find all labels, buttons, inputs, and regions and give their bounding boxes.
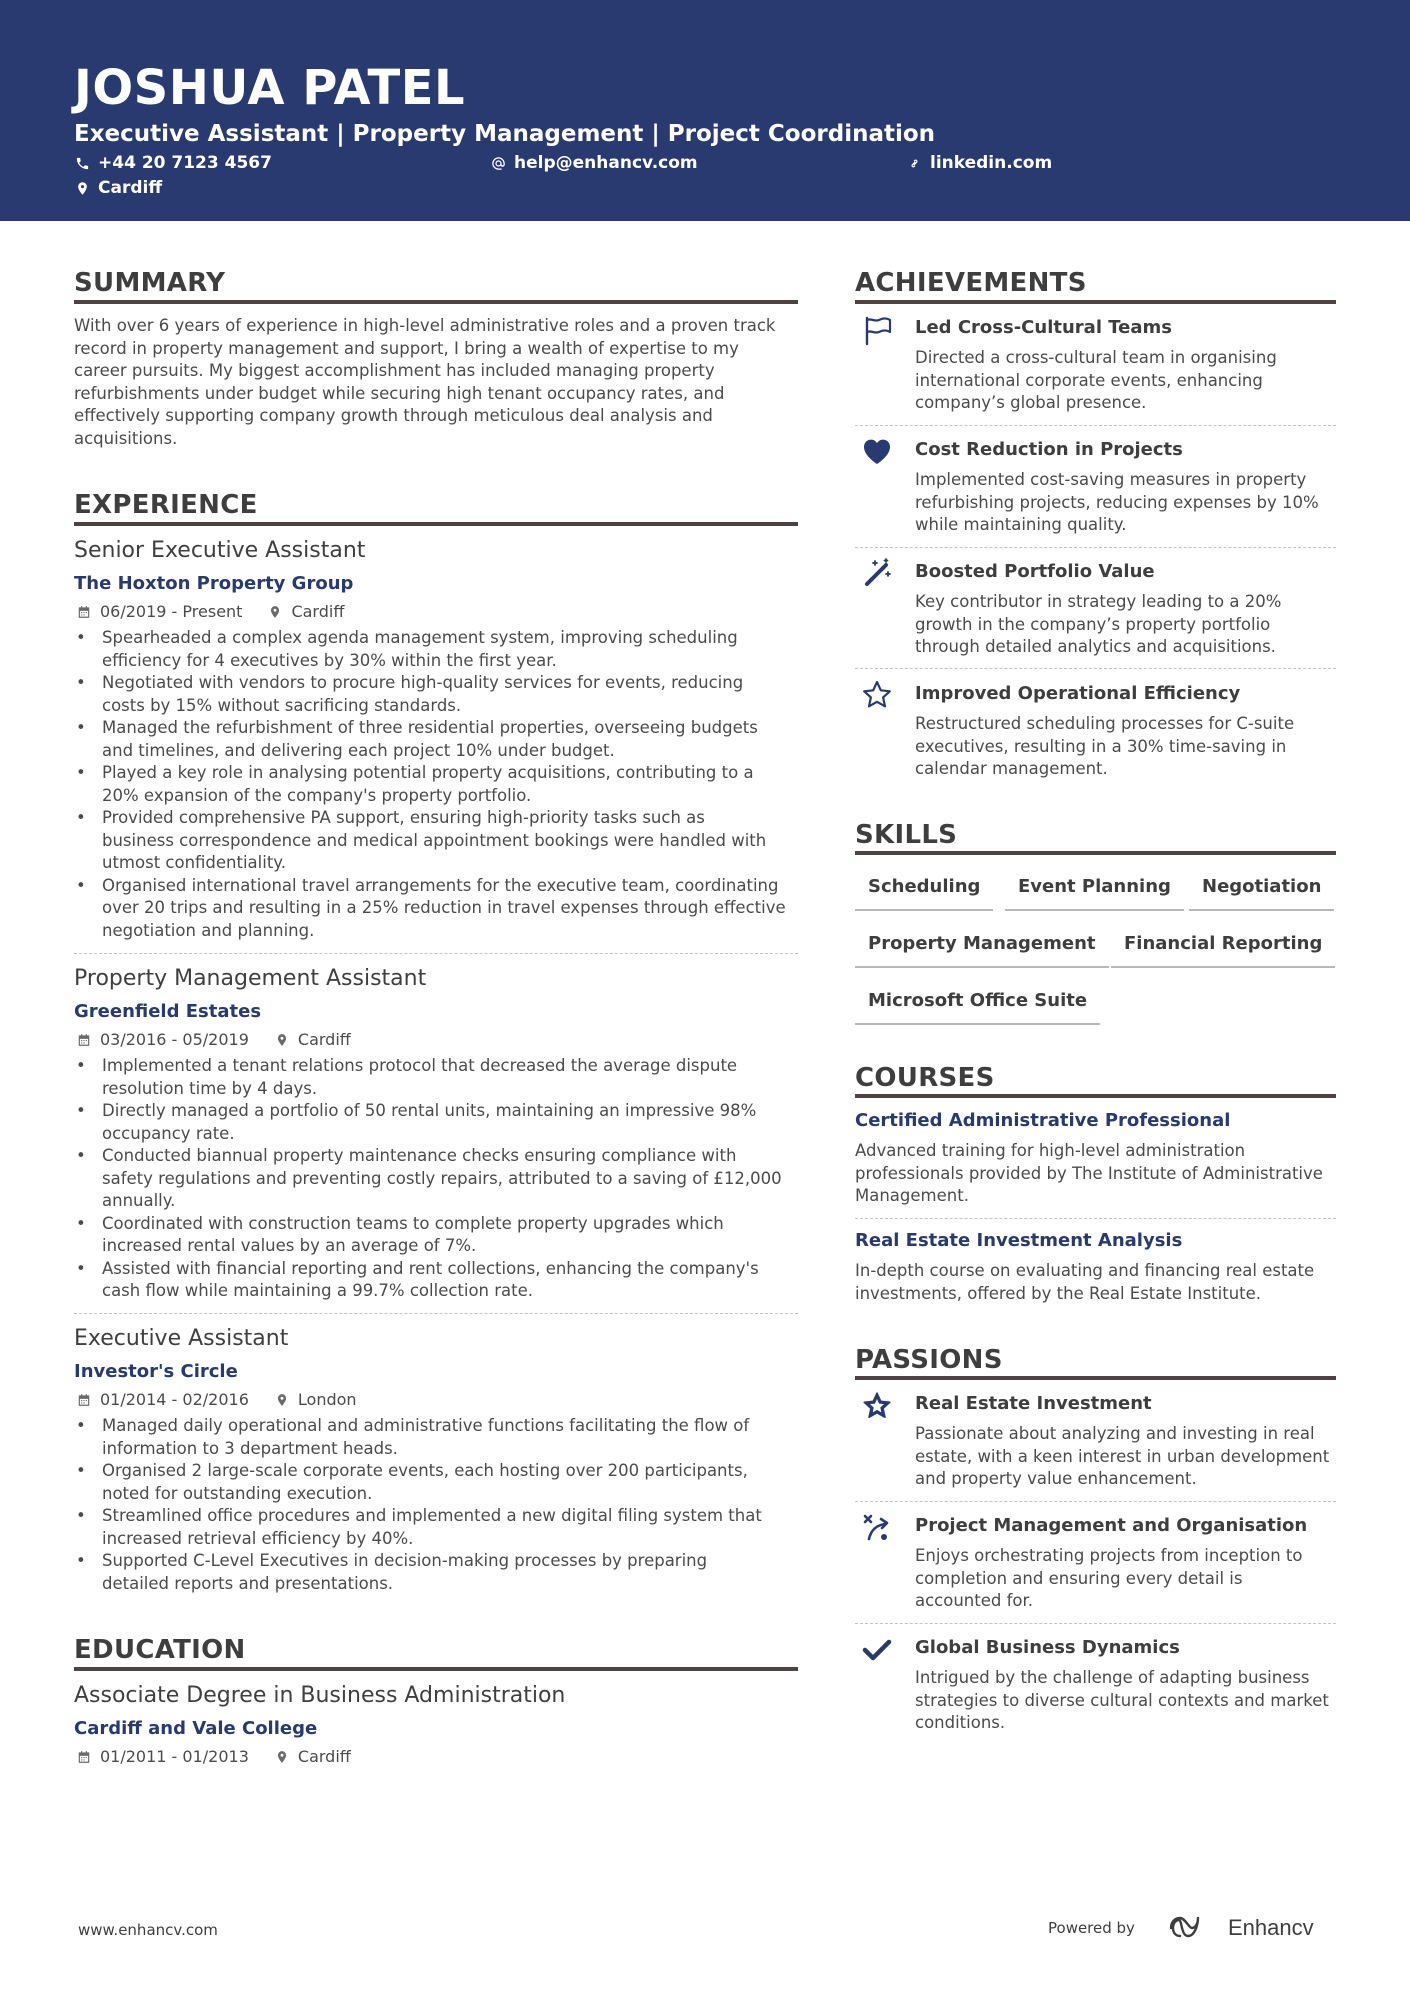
course-title: Certified Administrative Professional	[855, 1110, 1231, 1131]
email-text: help@enhancv.com	[514, 153, 698, 173]
calendar-icon	[77, 605, 91, 619]
skills-rule	[855, 851, 1336, 855]
job-dates: 06/2019 - Present	[100, 602, 243, 621]
phone-contact[interactable]	[75, 152, 272, 174]
skill-tag: Scheduling	[855, 875, 993, 911]
bullet-item: • Assisted with financial reporting and rent collections, enhancing the company's cash flow while maintaining a 99.7% collection rate.	[74, 1258, 804, 1303]
school-name: Cardiff and Vale College	[74, 1718, 318, 1739]
location-pin-icon	[275, 1033, 289, 1047]
bullet-item: • Managed the refurbishment of three residential properties, overseeing budgets and timelines, and delivering each project 10% under budget.	[74, 717, 804, 762]
summary-heading: SUMMARY	[74, 268, 226, 298]
achievement-description: Key contributor in strategy leading to a 20% growth in the company’s property portfolio through detailed analytics and acquisitions.	[915, 592, 1282, 656]
achievements-rule	[855, 300, 1336, 304]
company-name: Investor's Circle	[74, 1361, 238, 1382]
course-description: In-depth course on evaluating and financing real estate investments, offered by the Real Estate Institute.	[855, 1261, 1315, 1303]
passion-description: Enjoys orchestrating projects from inception to completion and ensuring every detail is accounted for.	[915, 1546, 1303, 1610]
entry-divider	[855, 547, 1336, 548]
achievement-description: Implemented cost-saving measures in property refurbishing projects, reducing expenses by 10% while maintaining quality.	[915, 470, 1319, 534]
email-contact[interactable]	[491, 152, 698, 174]
courses-heading: COURSES	[855, 1063, 995, 1093]
education-heading: EDUCATION	[74, 1635, 246, 1665]
entry-divider	[855, 1218, 1336, 1219]
calendar-icon	[77, 1033, 91, 1047]
footer-powered-by: Powered by	[1048, 1919, 1135, 1937]
phone-text: +44 20 7123 4567	[98, 153, 272, 173]
bullet-item: • Organised 2 large-scale corporate events, each hosting over 200 participants, noted for outstanding execution.	[74, 1460, 804, 1505]
courses-rule	[855, 1094, 1336, 1098]
summary-rule	[74, 300, 798, 304]
job-meta	[77, 1390, 357, 1410]
education-meta	[77, 1747, 351, 1767]
job-title: Senior Executive Assistant	[74, 538, 366, 563]
job-meta	[77, 602, 344, 622]
job-location: London	[297, 1390, 357, 1409]
skill-tag: Microsoft Office Suite	[855, 989, 1100, 1025]
candidate-headline: Executive Assistant | Property Management | Project Coordination	[74, 121, 936, 147]
bullet-item: • Negotiated with vendors to procure high-quality services for events, reducing costs by 15% without sacrificing standards.	[74, 672, 804, 717]
magic-wand-icon	[862, 557, 894, 589]
achievement-title: Led Cross-Cultural Teams	[915, 317, 1172, 338]
entry-divider	[74, 953, 798, 954]
passion-title: Real Estate Investment	[915, 1393, 1152, 1414]
achievement-title: Improved Operational Efficiency	[915, 683, 1241, 704]
skill-tag: Financial Reporting	[1111, 932, 1335, 968]
job-dates: 01/2014 - 02/2016	[100, 1390, 249, 1409]
summary-text: With over 6 years of experience in high-level administrative roles and a proven track record in property management and support, I bring a wealth of expertise to my career pursuits. My biggest accomplishment has included managing property refurbishments under budget while securing high tenant occupancy rates, and effectively supporting company growth through meticulous deal analysis and acquisitions.	[74, 316, 776, 448]
achievement-description: Directed a cross-cultural team in organising international corporate events, enhancing company’s global presence.	[915, 348, 1277, 412]
location-pin-icon	[275, 1750, 289, 1764]
achievement-description: Restructured scheduling processes for C-suite executives, resulting in a 30% time-saving in calendar management.	[915, 714, 1295, 778]
education-location: Cardiff	[297, 1747, 351, 1766]
location-pin-icon	[75, 181, 90, 196]
phone-icon	[75, 156, 90, 171]
star-outline-icon	[861, 679, 893, 711]
course-description: Advanced training for high-level administration professionals provided by The Institute of Administrative Management.	[855, 1141, 1323, 1205]
job-title: Property Management Assistant	[74, 966, 427, 991]
entry-divider	[855, 668, 1336, 669]
flag-icon	[862, 314, 894, 346]
job-title: Executive Assistant	[74, 1326, 289, 1351]
company-name: The Hoxton Property Group	[74, 573, 354, 594]
linkedin-text: linkedin.com	[930, 153, 1053, 173]
bullet-item: • Coordinated with construction teams to complete property upgrades which increased rental values by an average of 7%.	[74, 1213, 804, 1258]
strategy-icon	[861, 1512, 893, 1544]
entry-divider	[855, 1623, 1336, 1624]
bullet-item: • Directly managed a portfolio of 50 rental units, maintaining an impressive 98% occupancy rate.	[74, 1100, 804, 1145]
heart-icon	[861, 436, 893, 468]
education-dates: 01/2011 - 01/2013	[100, 1747, 249, 1766]
company-name: Greenfield Estates	[74, 1001, 262, 1022]
job-meta	[77, 1030, 351, 1050]
bullet-item: • Spearheaded a complex agenda management system, improving scheduling efficiency for 4 executives by 30% within the first year.	[74, 627, 804, 672]
achievement-title: Cost Reduction in Projects	[915, 439, 1183, 460]
job-location: Cardiff	[297, 1030, 351, 1049]
bullet-item: • Supported C-Level Executives in decision-making processes by preparing detailed reports and presentations.	[74, 1550, 804, 1595]
linkedin-contact[interactable]	[907, 152, 1052, 174]
achievement-title: Boosted Portfolio Value	[915, 561, 1155, 582]
bullet-item: • Streamlined office procedures and implemented a new digital filing system that increased retrieval efficiency by 40%.	[74, 1505, 804, 1550]
passions-rule	[855, 1376, 1336, 1380]
enhancv-logo-mark	[1171, 1918, 1198, 1936]
education-rule	[74, 1667, 798, 1671]
skill-tag: Property Management	[855, 932, 1109, 968]
job-bullets	[74, 627, 804, 942]
passion-title: Project Management and Organisation	[915, 1515, 1308, 1536]
job-location: Cardiff	[291, 602, 345, 621]
skill-tag: Negotiation	[1189, 875, 1334, 911]
location-pin-icon	[275, 1393, 289, 1407]
calendar-icon	[77, 1750, 91, 1764]
bullet-item: • Conducted biannual property maintenance checks ensuring compliance with safety regulations and preventing costly repairs, attributed to a saving of £12,000 annually.	[74, 1145, 804, 1213]
skills-heading: SKILLS	[855, 820, 958, 850]
bullet-item: • Managed daily operational and administrative functions facilitating the flow of information to 3 department heads.	[74, 1415, 804, 1460]
enhancv-logo[interactable]	[1168, 1911, 1328, 1945]
resume-header	[0, 0, 1410, 221]
location-pin-icon	[268, 605, 282, 619]
link-icon	[907, 156, 922, 171]
entry-divider	[855, 425, 1336, 426]
skill-tag: Event Planning	[1005, 875, 1184, 911]
passion-description: Passionate about analyzing and investing in real estate, with a keen interest in urban development and property value enhancement.	[915, 1424, 1330, 1488]
star-icon	[861, 1390, 893, 1422]
location-contact	[75, 177, 162, 199]
bullet-item: • Organised international travel arrangements for the executive team, coordinating over 20 trips and resulting in a 25% reduction in travel expenses through effective negotiation and planning.	[74, 875, 804, 943]
candidate-name: JOSHUA PATEL	[74, 60, 466, 116]
job-bullets	[74, 1415, 804, 1595]
passion-title: Global Business Dynamics	[915, 1637, 1180, 1658]
course-title: Real Estate Investment Analysis	[855, 1230, 1183, 1251]
job-bullets	[74, 1055, 804, 1303]
footer-website-link[interactable]: www.enhancv.com	[78, 1921, 218, 1939]
check-icon	[861, 1634, 893, 1666]
experience-rule	[74, 522, 798, 526]
entry-divider	[74, 1313, 798, 1314]
entry-divider	[855, 1501, 1336, 1502]
enhancv-logo-text: Enhancv	[1228, 1915, 1314, 1940]
calendar-icon	[77, 1393, 91, 1407]
experience-heading: EXPERIENCE	[74, 490, 258, 520]
bullet-item: • Played a key role in analysing potential property acquisitions, contributing to a 20% expansion of the company's property portfolio.	[74, 762, 804, 807]
bullet-item: • Implemented a tenant relations protocol that decreased the average dispute resolution time by 4 days.	[74, 1055, 804, 1100]
bullet-item: • Provided comprehensive PA support, ensuring high-priority tasks such as business correspondence and medical appointment bookings were handled with utmost confidentiality.	[74, 807, 804, 875]
passion-description: Intrigued by the challenge of adapting business strategies to diverse cultural contexts and market conditions.	[915, 1668, 1329, 1732]
passions-heading: PASSIONS	[855, 1345, 1003, 1375]
degree-title: Associate Degree in Business Administration	[74, 1683, 566, 1708]
job-dates: 03/2016 - 05/2019	[100, 1030, 249, 1049]
achievements-heading: ACHIEVEMENTS	[855, 268, 1087, 298]
at-icon	[491, 156, 506, 171]
location-text: Cardiff	[98, 178, 163, 198]
